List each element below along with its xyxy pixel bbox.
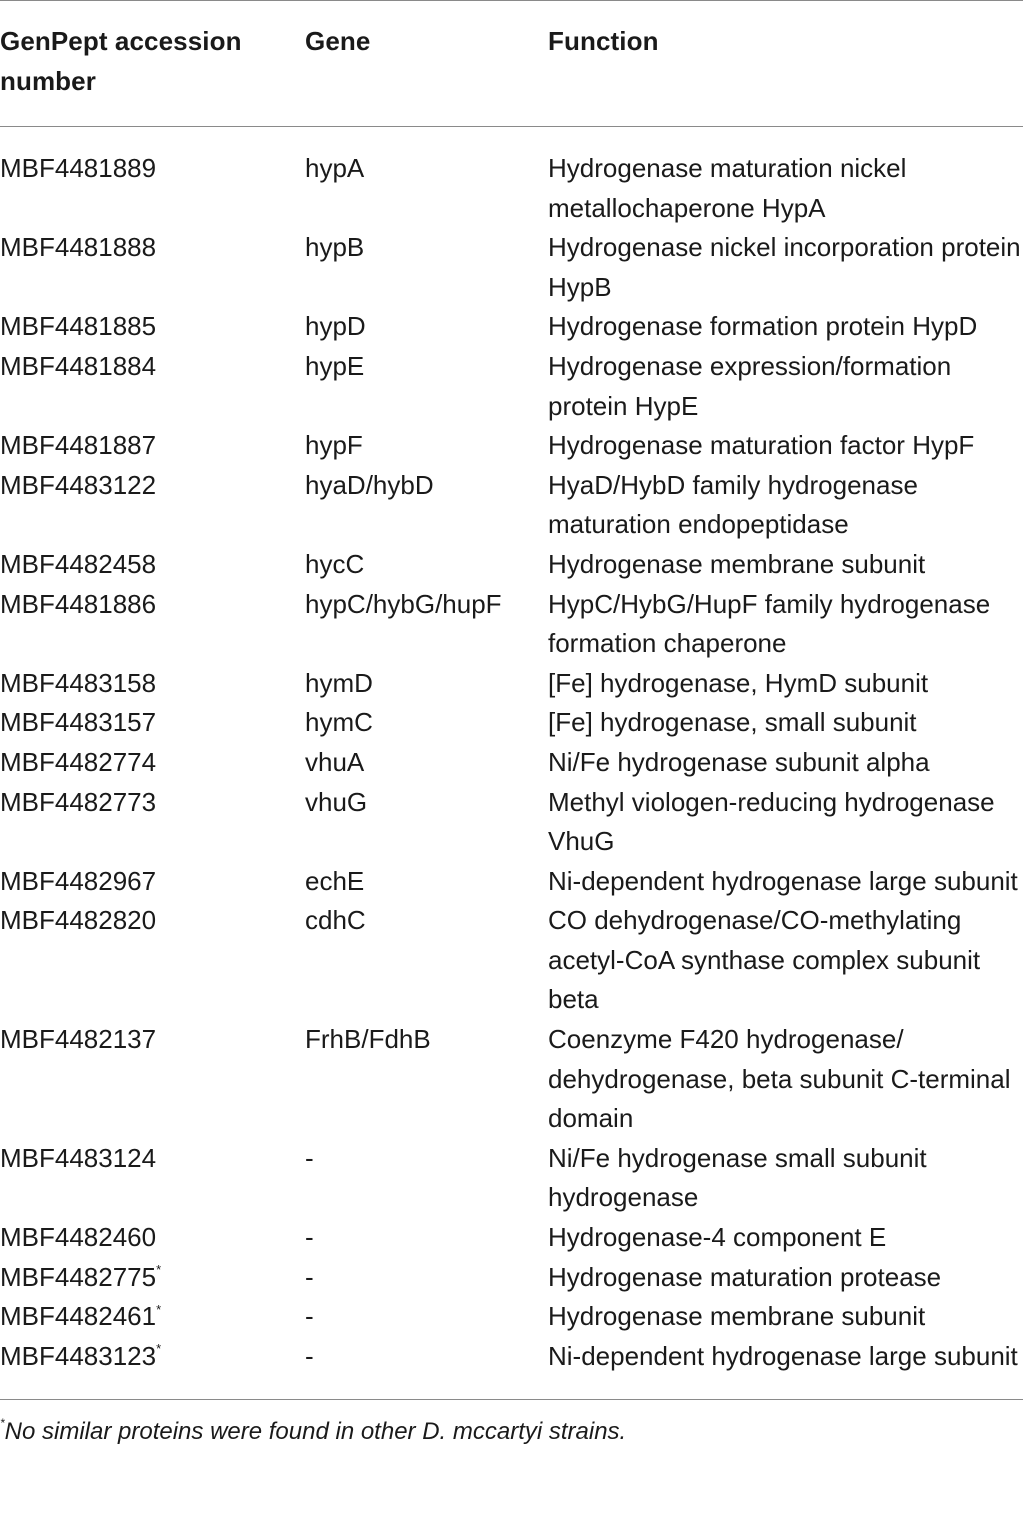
accession-table-body <box>0 127 1023 1399</box>
function-cell: Ni/Fe hydrogenase small subunit hydrogenase <box>548 1142 927 1213</box>
table-row <box>0 1020 1023 1139</box>
table-row <box>0 585 1023 664</box>
gene-cell: hypC/hybG/hupF <box>305 588 502 619</box>
function-cell: HyaD/HybD family hydrogenase maturation endopeptidase <box>548 469 918 540</box>
table-row <box>0 1337 1023 1400</box>
gene-cell: hypD <box>305 311 366 342</box>
accession-number: MBF4483123 <box>0 1340 157 1371</box>
function-cell: [Fe] hydrogenase, HymD subunit <box>548 667 929 698</box>
table-row <box>0 228 1023 307</box>
accession-number: MBF4481888 <box>0 232 157 263</box>
accession-cell <box>0 743 305 783</box>
accession-number: MBF4483157 <box>0 707 157 738</box>
accession-cell <box>0 1337 305 1400</box>
table-row <box>0 664 1023 704</box>
table-header <box>0 1 1023 126</box>
footnote-marker: * <box>156 1301 162 1317</box>
function-cell: [Fe] hydrogenase, small subunit <box>548 707 917 738</box>
accession-cell <box>0 703 305 743</box>
accession-cell <box>0 664 305 704</box>
accession-cell <box>0 1297 305 1337</box>
header-accession: GenPept accession number <box>0 26 242 96</box>
accession-number: MBF4482820 <box>0 905 157 936</box>
accession-number: MBF4482137 <box>0 1024 157 1055</box>
accession-cell <box>0 585 305 664</box>
header-gene: Gene <box>305 26 371 56</box>
table-row <box>0 127 1023 228</box>
function-cell: Hydrogenase maturation nickel metallochaperone HypA <box>548 153 907 223</box>
accession-cell <box>0 307 305 347</box>
gene-cell: - <box>305 1301 314 1332</box>
table-footnote <box>0 1400 1023 1447</box>
gene-cell: hymC <box>305 707 373 738</box>
accession-cell <box>0 228 305 307</box>
header-function: Function <box>548 26 659 56</box>
table-row <box>0 466 1023 545</box>
accession-table <box>0 1 1023 126</box>
accession-cell <box>0 347 305 426</box>
gene-cell: echE <box>305 865 365 896</box>
table-body <box>0 127 1023 1399</box>
accession-cell <box>0 1139 305 1218</box>
table-row <box>0 1258 1023 1298</box>
accession-number: MBF4482774 <box>0 746 157 777</box>
footnote-marker: * <box>0 1416 5 1431</box>
function-cell: Coenzyme F420 hydrogenase/ dehydrogenase, beta subunit C-terminal domain <box>548 1024 1011 1134</box>
gene-cell: hyaD/hybD <box>305 469 434 500</box>
accession-number: MBF4481887 <box>0 430 157 461</box>
accession-cell <box>0 1020 305 1139</box>
function-cell: Ni-dependent hydrogenase large subunit <box>548 1340 1018 1371</box>
accession-cell <box>0 1258 305 1298</box>
function-cell: Hydrogenase maturation factor HypF <box>548 430 975 461</box>
header-row <box>0 1 1023 126</box>
table-row <box>0 307 1023 347</box>
accession-cell <box>0 783 305 862</box>
accession-number: MBF4483158 <box>0 667 157 698</box>
function-cell: Hydrogenase formation protein HypD <box>548 311 978 342</box>
accession-number: MBF4483122 <box>0 469 157 500</box>
accession-cell <box>0 426 305 466</box>
table-row <box>0 426 1023 466</box>
function-cell: Hydrogenase maturation protease <box>548 1261 942 1292</box>
gene-cell: hymD <box>305 667 373 698</box>
accession-number: MBF4481884 <box>0 350 157 381</box>
footnote-marker: * <box>156 1341 162 1357</box>
function-cell: Hydrogenase nickel incorporation protein HypB <box>548 232 1021 302</box>
gene-cell: hypA <box>305 153 365 183</box>
function-cell: Hydrogenase-4 component E <box>548 1222 887 1253</box>
table-row <box>0 703 1023 743</box>
table-row <box>0 1218 1023 1258</box>
accession-cell <box>0 466 305 545</box>
accession-number: MBF4482458 <box>0 548 157 579</box>
footnote-marker: * <box>156 1261 162 1277</box>
gene-cell: hypF <box>305 430 363 461</box>
gene-cell: hycC <box>305 548 365 579</box>
table-row <box>0 783 1023 862</box>
accession-cell <box>0 1218 305 1258</box>
function-cell: Hydrogenase membrane subunit <box>548 1301 926 1332</box>
accession-number: MBF4481886 <box>0 588 157 619</box>
table-row <box>0 901 1023 1020</box>
footnote-text: No similar proteins were found in other D. mccartyi strains. <box>4 1418 627 1446</box>
accession-number: MBF4483124 <box>0 1142 157 1173</box>
gene-cell: - <box>305 1340 314 1371</box>
table-row <box>0 862 1023 902</box>
gene-cell: - <box>305 1261 314 1292</box>
accession-number: MBF4482773 <box>0 786 157 817</box>
gene-cell: vhuG <box>305 786 368 817</box>
table-row <box>0 743 1023 783</box>
function-cell: Ni-dependent hydrogenase large subunit <box>548 865 1018 896</box>
gene-cell: hypE <box>305 350 365 381</box>
gene-cell: - <box>305 1142 314 1173</box>
accession-number: MBF4482775 <box>0 1261 157 1292</box>
accession-cell <box>0 127 305 228</box>
table-row <box>0 1297 1023 1337</box>
table-row <box>0 347 1023 426</box>
accession-cell <box>0 545 305 585</box>
gene-cell: cdhC <box>305 905 366 936</box>
gene-cell: hypB <box>305 232 365 263</box>
accession-number: MBF4482461 <box>0 1301 157 1332</box>
accession-cell <box>0 862 305 902</box>
function-cell: Ni/Fe hydrogenase subunit alpha <box>548 746 930 777</box>
function-cell: Hydrogenase expression/formation protein HypE <box>548 350 952 421</box>
accession-number: MBF4481889 <box>0 153 157 183</box>
accession-number: MBF4482460 <box>0 1222 157 1253</box>
gene-cell: - <box>305 1222 314 1253</box>
gene-cell: FrhB/FdhB <box>305 1024 431 1055</box>
function-cell: Methyl viologen-reducing hydrogenase VhuG <box>548 786 995 857</box>
function-cell: HypC/HybG/HupF family hydrogenase formation chaperone <box>548 588 991 659</box>
function-cell: Hydrogenase membrane subunit <box>548 548 926 579</box>
accession-number: MBF4481885 <box>0 311 157 342</box>
accession-number: MBF4482967 <box>0 865 157 896</box>
gene-cell: vhuA <box>305 746 365 777</box>
table-row <box>0 545 1023 585</box>
function-cell: CO dehydrogenase/CO-methylating acetyl-CoA synthase complex subunit beta <box>548 905 981 1015</box>
table-row <box>0 1139 1023 1218</box>
accession-cell <box>0 901 305 1020</box>
